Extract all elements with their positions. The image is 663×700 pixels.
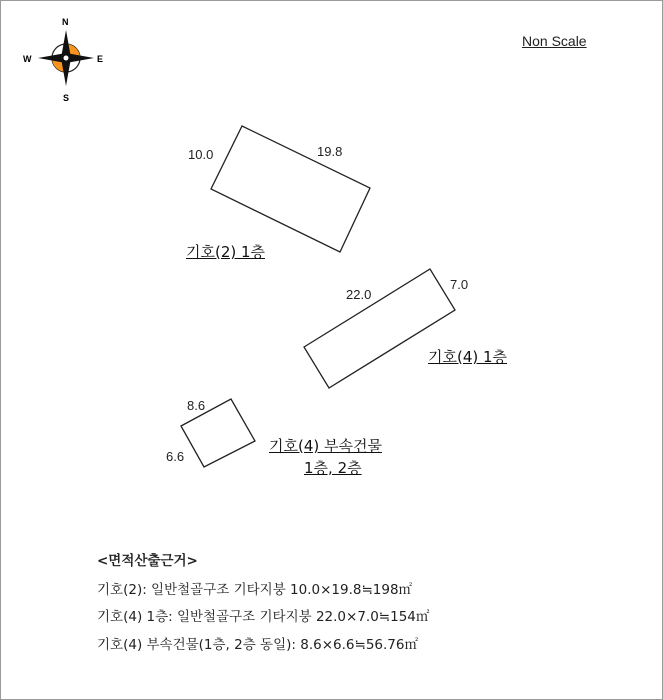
calc-line: 기호(2): 일반철골구조 기타지붕 10.0×19.8≒198㎡ <box>97 582 413 598</box>
calc-title: <면적산출근거> <box>97 553 198 569</box>
dimension-label: 7.0 <box>450 277 469 292</box>
building-b4-outline <box>304 269 455 388</box>
compass-e-label: E <box>97 54 104 64</box>
dimension-label: 6.6 <box>166 449 185 464</box>
dimension-label: 19.8 <box>317 144 343 159</box>
building-label: 1층, 2층 <box>304 459 362 477</box>
compass-center <box>64 56 69 61</box>
scale-note: Non Scale <box>522 33 587 49</box>
building-label: 기호(2) 1층 <box>186 243 266 261</box>
building-b2-outline <box>211 126 370 252</box>
compass-n-label: N <box>62 17 69 27</box>
building-label: 기호(4) 부속건물 <box>269 437 382 455</box>
compass-w-label: W <box>23 54 32 64</box>
dimension-label: 8.6 <box>187 398 206 413</box>
calc-line: 기호(4) 부속건물(1층, 2층 동일): 8.6×6.6≒56.76㎡ <box>97 637 418 653</box>
calc-line: 기호(4) 1층: 일반철골구조 기타지붕 22.0×7.0≒154㎡ <box>97 609 430 625</box>
building-label: 기호(4) 1층 <box>428 348 508 366</box>
dimension-label: 10.0 <box>188 147 214 162</box>
compass-icon <box>23 17 103 103</box>
compass-s-label: S <box>63 93 70 103</box>
dimension-label: 22.0 <box>346 287 372 302</box>
